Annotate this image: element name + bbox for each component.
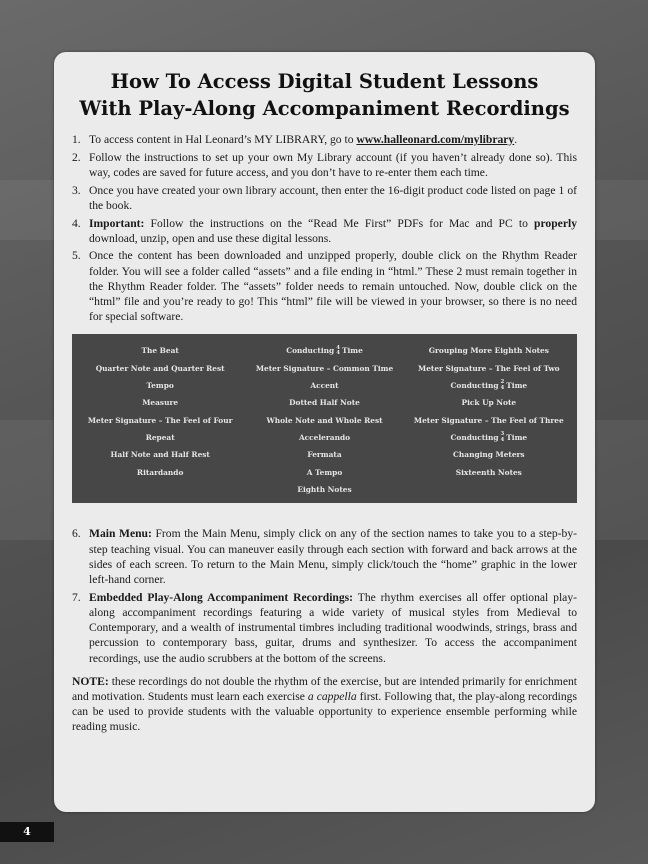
- item-text: Once the content has been downloaded and unzipped properly, double click on the Rhythm Reader folder. You will see a folder called “assets” and a file ending in “html.” These 2 must remain together in the Rhythm Reader folder. The “assets” folder needs to remain untouched. Now, double click on the “html” file and you’re ready to go! This “html” file will be viewed in your browser, so there is no need for special software.: [89, 249, 577, 324]
- page-number: 4: [0, 822, 54, 842]
- time-signature: 3 4: [500, 431, 505, 443]
- note-paragraph: NOTE: these recordings do not double the rhythm of the exercise, but are intended primarily for enrichment and motivation. Students must learn each exercise a cappella first. Following that, the play-along recordings can be used to provide students with the valuable opportunity to experience ensemble performing while reading music.: [72, 674, 577, 734]
- list-item: [72, 183, 577, 213]
- menu-section-link[interactable]: Whole Note and Whole Rest: [266, 415, 383, 425]
- item-number: 2.: [72, 150, 81, 164]
- menu-section-link[interactable]: Grouping More Eighth Notes: [428, 346, 549, 356]
- list-item: [72, 132, 577, 147]
- item-text: Embedded Play-Along Accompaniment Recordings: The rhythm exercises all offer optional play-along accompaniment recordings featuring a wide variety of musical styles from Medieval to Contemporary, and a wealth of instrumental timbres including traditional woodwinds, strings, brass and percussion to contemporary bass, guitar, drums and synthesizer. To access the accompaniment recordings, use the audio scrubbers at the bottom of the screens.: [89, 590, 577, 665]
- menu-section-link[interactable]: Measure: [142, 398, 179, 408]
- menu-section-link[interactable]: Tempo: [146, 381, 174, 391]
- main-menu-screenshot: [72, 334, 577, 503]
- list-item: [72, 150, 577, 180]
- menu-section-link[interactable]: A Tempo: [306, 467, 343, 477]
- menu-section-link[interactable]: Sixteenth Notes: [455, 467, 522, 477]
- menu-section-link[interactable]: Pick Up Note: [461, 398, 517, 408]
- menu-section-link[interactable]: Eighth Notes: [297, 484, 352, 494]
- list-item: [72, 590, 577, 666]
- time-signature: 2 4: [500, 379, 505, 392]
- item-number: 6.: [72, 527, 81, 541]
- item-text: Main Menu: From the Main Menu, simply click on any of the section names to take you to a step-by-step teaching visual. You can maneuver easily through each section with forward and back arrows at the sides of each screen. To return to the Main Menu, simply click/touch the “home” graphic in the lower left-hand corner.: [89, 527, 577, 587]
- time-signature: 4 4: [336, 344, 340, 357]
- content-panel: [54, 52, 595, 812]
- item-number: 5.: [72, 249, 81, 263]
- menu-section-link[interactable]: Conducting 2 4 Time: [450, 379, 528, 392]
- item-number: 7.: [72, 590, 81, 604]
- instructions-list: [72, 132, 577, 324]
- menu-section-link[interactable]: Changing Meters: [453, 450, 525, 460]
- menu-section-link[interactable]: Meter Signature – The Feel of Three: [413, 415, 564, 425]
- item-text: To access content in Hal Leonard’s MY LIBRARY, go to www.halleonard.com/mylibrary.: [89, 133, 518, 146]
- menu-section-link[interactable]: Accelerando: [298, 432, 351, 442]
- list-item: [72, 248, 577, 324]
- item-text: Once you have created your own library account, then enter the 16-digit product code listed on page 1 of the book.: [89, 183, 577, 212]
- menu-section-link[interactable]: Conducting 3 4 Time: [450, 431, 528, 443]
- my-library-link[interactable]: www.halleonard.com/mylibrary: [356, 133, 515, 146]
- menu-section-link[interactable]: Half Note and Half Rest: [110, 450, 210, 460]
- menu-section-link[interactable]: Meter Signature – The Feel of Four: [87, 415, 233, 425]
- title-line-2: With Play-Along Accompaniment Recordings: [79, 97, 570, 120]
- instructions-list-continued: [72, 526, 577, 665]
- title-line-1: How To Access Digital Student Lessons: [110, 70, 539, 93]
- item-number: 3.: [72, 183, 81, 197]
- menu-section-link[interactable]: The Beat: [141, 346, 179, 356]
- list-item: [72, 216, 577, 246]
- menu-section-link[interactable]: Fermata: [307, 450, 342, 460]
- menu-section-link[interactable]: Conducting 4 4 Time: [286, 344, 363, 357]
- menu-section-link[interactable]: Meter Signature – The Feel of Two: [418, 363, 560, 373]
- menu-section-link[interactable]: Quarter Note and Quarter Rest: [95, 363, 225, 373]
- menu-column-2: [242, 342, 406, 503]
- item-text: Important: Follow the instructions on the “Read Me First” PDFs for Mac and PC to properly download, unzip, open and use these digital lessons.: [89, 216, 577, 245]
- menu-section-link[interactable]: Meter Signature – Common Time: [255, 363, 394, 373]
- menu-column-3: [407, 342, 571, 503]
- list-item: [72, 526, 577, 587]
- page-title: [72, 68, 577, 122]
- item-number: 1.: [72, 133, 81, 146]
- menu-column-1: [78, 342, 242, 503]
- menu-section-link[interactable]: Dotted Half Note: [289, 398, 360, 408]
- menu-section-link[interactable]: Repeat: [145, 432, 175, 442]
- item-number: 4.: [72, 216, 81, 230]
- menu-section-link[interactable]: Accent: [310, 381, 339, 391]
- item-text: Follow the instructions to set up your own My Library account (if you haven’t already done so). This way, codes are saved for future access, and you don’t have to re-enter them each time.: [89, 150, 577, 179]
- menu-section-link[interactable]: Ritardando: [136, 467, 184, 477]
